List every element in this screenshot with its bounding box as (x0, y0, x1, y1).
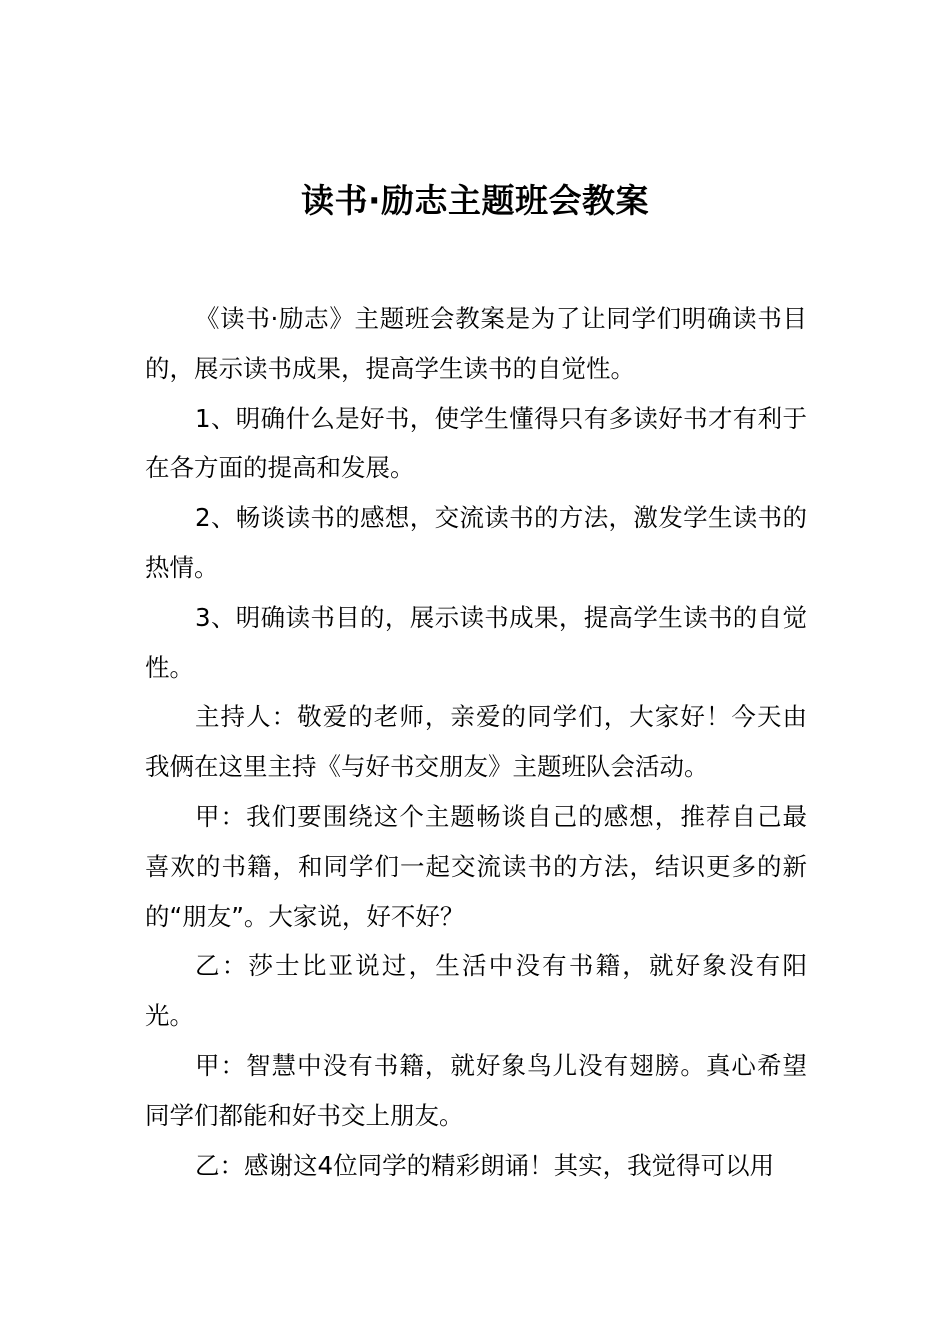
paragraph-speaker-b-1: 乙：莎士比亚说过，生活中没有书籍，就好象没有阳光。 (145, 951, 807, 1031)
document-title: 读书·励志主题班会教案 (300, 181, 650, 221)
paragraph-goal-1: 1、明确什么是好书，使学生懂得只有多读好书才有利于在各方面的提高和发展。 (145, 403, 807, 483)
document-body (145, 294, 807, 1190)
paragraph-speaker-b-2: 乙：感谢这4位同学的精彩朗诵！其实，我觉得可以用 (195, 1150, 775, 1180)
paragraph-speaker-a-1: 甲：我们要围绕这个主题畅谈自己的感想，推荐自己最喜欢的书籍，和同学们一起交流读书的方法，结识更多的新的“朋友”。大家说，好不好？ (145, 801, 807, 931)
paragraph-goal-2: 2、畅谈读书的感想，交流读书的方法，激发学生读书的热情。 (145, 503, 807, 582)
paragraph-host: 主持人：敬爱的老师，亲爱的同学们，大家好！今天由我俩在这里主持《与好书交朋友》主题班队会活动。 (145, 702, 807, 782)
paragraph-goal-3: 3、明确读书目的，展示读书成果，提高学生读书的自觉性。 (145, 602, 807, 682)
paragraph-intro: 《读书·励志》主题班会教案是为了让同学们明确读书目的，展示读书成果，提高学生读书的自觉性。 (145, 304, 807, 383)
paragraph-speaker-a-2: 甲：智慧中没有书籍，就好象鸟儿没有翅膀。真心希望同学们都能和好书交上朋友。 (145, 1050, 807, 1130)
